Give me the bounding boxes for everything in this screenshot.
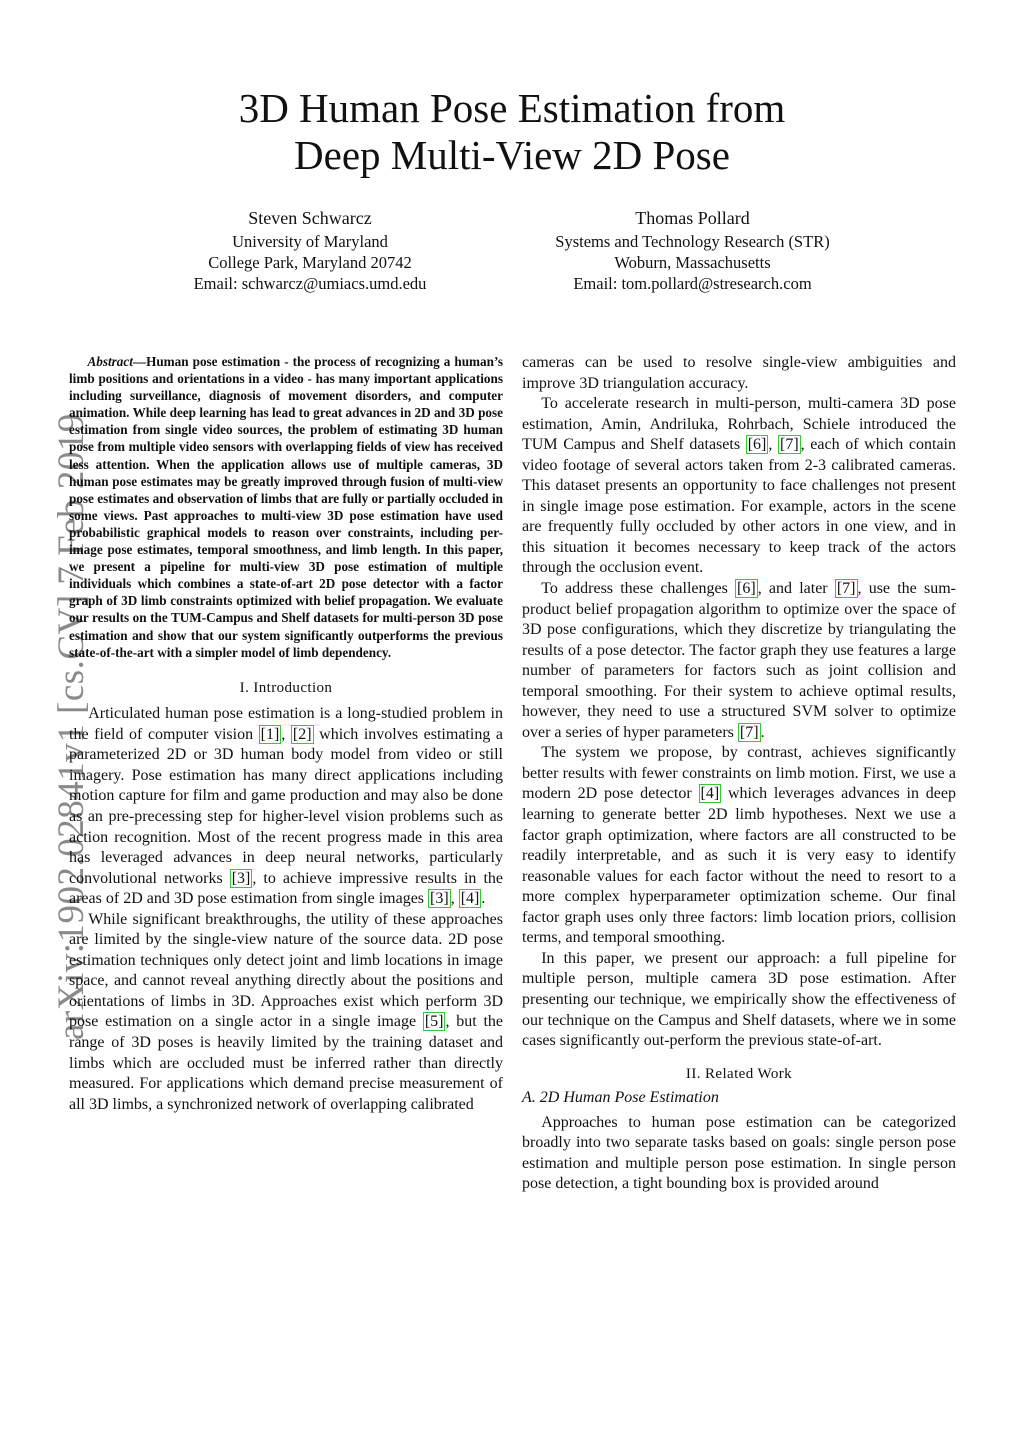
intro-paragraph-5: To address these challenges [6] , and later [7] , use the sum-product belief propagation algorithm to optimize over the space of 3D pose configurations, which they discretize by triangulating the results of a pose detector. The factor graph they use features a large number of parameters for factors such as joint collision and temporal smoothing. For their system to achieve optimal results, however, they need to use a structured SVM solver to optimize over a series of hyper parameters [7] . bbox=[522, 580, 956, 741]
author-block-2 bbox=[520, 207, 865, 294]
author-name: Thomas Pollard bbox=[635, 208, 750, 228]
citation-link[interactable]: [6] bbox=[747, 436, 767, 454]
paper-title bbox=[0, 85, 1024, 179]
intro-paragraph-2: While significant breakthroughs, the utility of these approaches are limited by the single-view nature of the source data. 2D pose estimation techniques only detect joint and limb locations in image space, and cannot reveal anything directly about the positions and orientations of limbs in 3D. Approaches exist which perform 3D pose estimation on a single actor in a single image [5] , but the range of 3D poses is heavily limited by the training dataset and limbs which are occluded must be inferred rather than directly measured. For applications which demand precise measurement of all 3D limbs, a synchronized network of overlapping calibrated bbox=[69, 910, 503, 1113]
author-name: Steven Schwarcz bbox=[248, 208, 372, 228]
intro-paragraph-1: Articulated human pose estimation is a long-studied problem in the field of computer vision [1] , [2] which involves estimating a parameterized 2D or 3D human body model from video or still imagery. Pose estimation has many direct applications including motion capture for film and game production and may also be done as an pre-precessing step for higher-level vision problems such as action recognition. Most of the recent progress made in this area has leveraged advances in deep neural networks, particularly convolutional networks [3] , to achieve impressive results in the areas of 2D and 3D pose estimation from single images [3] , [4] . bbox=[69, 705, 504, 908]
citation-link[interactable]: [1] bbox=[260, 725, 280, 743]
abstract-label: Abstract bbox=[87, 354, 133, 369]
abstract bbox=[69, 353, 503, 661]
citation-link[interactable]: [3] bbox=[430, 890, 449, 908]
section-heading-introduction: I. Introduction bbox=[239, 679, 333, 696]
author-email[interactable]: Email: schwarcz@umiacs.umd.edu bbox=[193, 274, 427, 293]
citation-link[interactable]: [4] bbox=[460, 890, 480, 908]
citation-link[interactable]: [3] bbox=[231, 869, 251, 887]
arxiv-identifier: arXiv:1902.02841v1 [cs.CV] 7 Feb 2019 bbox=[51, 413, 92, 1040]
author-location: College Park, Maryland 20742 bbox=[208, 253, 412, 272]
author-location: Woburn, Massachusetts bbox=[614, 253, 771, 272]
intro-paragraph-4: To accelerate research in multi-person, multi-camera 3D pose estimation, Amin, Andriluka, Rohrbach, Schiele introduced the TUM Campus and Shelf datasets [6] , [7] , each of which contain video footage of several actors taken from 2-3 calibrated cameras. This dataset presents an opportunity to face challenges not present in single image pose estimation. For example, actors in the scene are frequently fully occluded by other actors in one view, and in this situation it becomes necessary to keep track of the actors through the occlusion event. bbox=[522, 395, 956, 577]
citation-link[interactable]: [2] bbox=[292, 725, 312, 743]
author-affiliation: University of Maryland bbox=[232, 232, 388, 251]
title-line-2: Deep Multi-View 2D Pose bbox=[294, 132, 730, 178]
citation-link[interactable]: [5] bbox=[424, 1013, 444, 1031]
left-column bbox=[69, 353, 503, 1115]
citation-link[interactable]: [7] bbox=[779, 436, 799, 454]
right-column bbox=[522, 353, 956, 1195]
title-line-1: 3D Human Pose Estimation from bbox=[238, 85, 786, 131]
citation-link[interactable]: [7] bbox=[739, 723, 759, 741]
intro-paragraph-3: cameras can be used to resolve single-view ambiguities and improve 3D triangulation accuracy. bbox=[522, 354, 956, 392]
subsection-heading: A. 2D Human Pose Estimation bbox=[522, 1089, 719, 1107]
citation-link[interactable]: [7] bbox=[836, 580, 856, 598]
citation-link[interactable]: [4] bbox=[700, 785, 720, 803]
intro-paragraph-7: In this paper, we present our approach: a full pipeline for multiple person, multiple camera 3D pose estimation. After presenting our technique, we empirically show the effectiveness of our technique on the Campus and Shelf datasets, where we in some cases significantly out-perform the previous state-of-art. bbox=[522, 949, 956, 1050]
author-email[interactable]: Email: tom.pollard@stresearch.com bbox=[573, 274, 812, 293]
author-affiliation: Systems and Technology Research (STR) bbox=[555, 232, 830, 251]
author-block-1 bbox=[160, 207, 460, 294]
abstract-text: —Human pose estimation - the process of recognizing a human’s limb positions and orientations in a video - has many important applications including surveillance, diagnosis of movement disorders, and computer animation. While deep learning has lead to great advances in 2D and 3D pose estimation from single video sources, the problem of estimating 3D human pose from multiple video sensors with overlapping fields of view has received less attention. When the application allows use of multiple cameras, 3D human pose estimates may be greatly improved through fusion of multi-view pose estimates and observation of limbs that are fully or partially occluded in some views. Past approaches to multi-view 3D pose estimation have used probabilistic graphical models to reason over constraints, including per-image pose estimates, temporal smoothness, and limb length. In this paper, we present a pipeline for multi-view 3D pose estimation of multiple individuals which combines a state-of-art 2D pose detector with a factor graph of 3D limb constraints optimized with belief propagation. We evaluate our results on the TUM-Campus and Shelf datasets for multi-person 3D pose estimation and show that our system significantly outperforms the previous state-of-the-art with a simpler model of limb dependency. bbox=[69, 354, 503, 660]
section-heading-related-work: II. Related Work bbox=[685, 1065, 793, 1082]
related-paragraph-1: Approaches to human pose estimation can be categorized broadly into two separate tasks based on goals: single person pose estimation and multiple person pose estimation. In single person pose detection, a tight bounding box is provided around bbox=[522, 1113, 956, 1193]
intro-paragraph-6: The system we propose, by contrast, achieves significantly better results with fewer constraints on limb motion. First, we use a modern 2D pose detector [4] which leverages advances in deep learning to generate better 2D limb hypotheses. Next we use a factor graph optimization, where factors are all constructed to be readily interpretable, and as such it is very easy to identify reasonable values for each factor without the need to resort to a more complex hyperparameter optimization scheme. Our final factor graph uses only three factors: limb location priors, collision terms, and temporal smoothing. bbox=[522, 744, 956, 947]
citation-link[interactable]: [6] bbox=[737, 580, 756, 598]
